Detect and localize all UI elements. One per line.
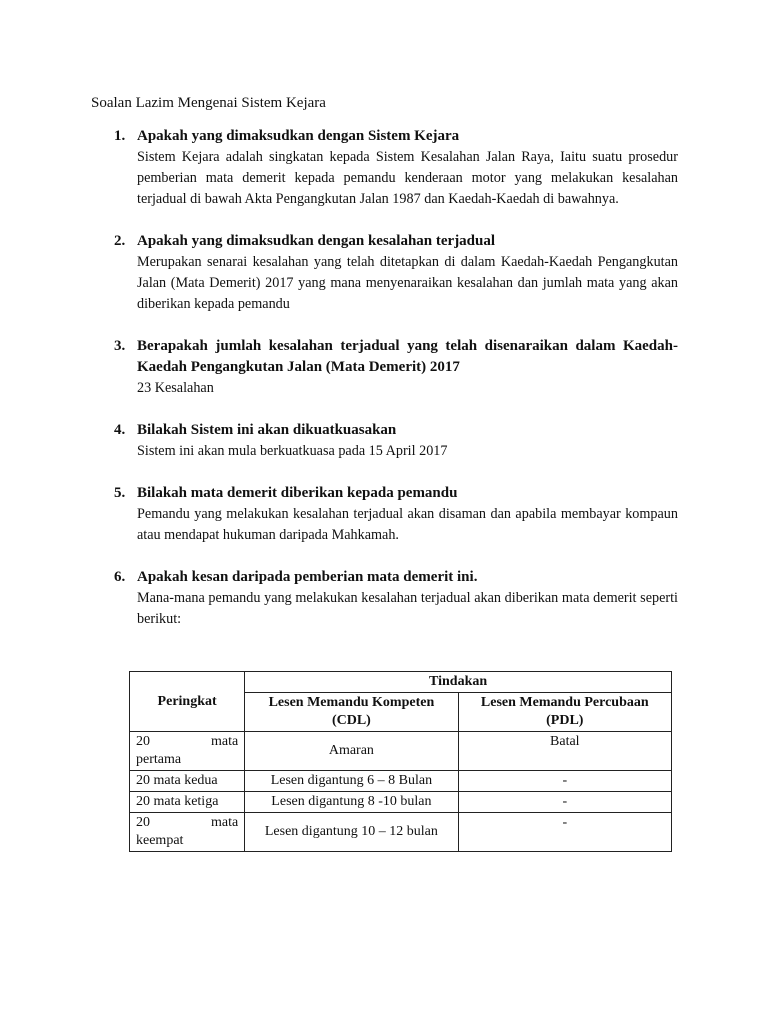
faq-item-2: [114, 231, 678, 315]
faq-item-1: [114, 126, 678, 210]
faq-number: 2.: [114, 233, 126, 249]
table-row: [130, 813, 672, 852]
cdl-cell: Lesen digantung 10 – 12 bulan: [245, 813, 458, 852]
column-group-header: Tindakan: [245, 672, 672, 693]
faq-number: 5.: [114, 485, 126, 501]
faq-question: Apakah yang dimaksudkan dengan kesalahan terjadual: [137, 233, 496, 249]
faq-item-6: [114, 567, 678, 630]
faq-number: 3.: [114, 338, 126, 354]
faq-answer: Sistem Kejara adalah singkatan kepada Sistem Kesalahan Jalan Raya, Iaitu suatu prosedur pemberian mata demerit kepada pemandu kenderaan motor yang melakukan kesalahan terjadual di bawah Akta Pengangkutan Jalan 1987 dan Kaedah-Kaedah di bawahnya.: [137, 149, 678, 207]
rank-cell-line: 20 mata: [136, 815, 239, 830]
pdl-cell: -: [458, 771, 671, 792]
faq-question: Apakah kesan daripada pemberian mata demerit ini.: [137, 569, 478, 585]
faq-list: [114, 126, 678, 651]
demerit-table: [129, 671, 672, 852]
column-header-pdl: Lesen Memandu Percubaan (PDL): [458, 693, 671, 732]
faq-item-3: [114, 336, 678, 399]
rank-cell-line: keempat: [136, 833, 184, 848]
rank-cell: [130, 732, 245, 771]
document-title: Soalan Lazim Mengenai Sistem Kejara: [91, 95, 326, 111]
rank-cell: 20 mata ketiga: [130, 792, 245, 813]
column-header-cdl: Lesen Memandu Kompeten (CDL): [245, 693, 458, 732]
faq-question: Apakah yang dimaksudkan dengan Sistem Kejara: [137, 128, 460, 144]
faq-item-4: [114, 420, 678, 462]
faq-answer: Sistem ini akan mula berkuatkuasa pada 15 April 2017: [137, 443, 448, 459]
faq-answer: Mana-mana pemandu yang melakukan kesalahan terjadual akan diberikan mata demerit seperti berikut:: [137, 590, 678, 627]
faq-item-5: [114, 483, 678, 546]
table-row: [130, 771, 672, 792]
faq-number: 6.: [114, 569, 126, 585]
faq-question: Berapakah jumlah kesalahan terjadual yang telah disenaraikan dalam Kaedah-Kaedah Pengangkutan Jalan (Mata Demerit) 2017: [137, 338, 678, 375]
faq-number: 1.: [114, 128, 126, 144]
pdl-cell: -: [458, 813, 671, 852]
table-row: [130, 792, 672, 813]
faq-answer: Merupakan senarai kesalahan yang telah ditetapkan di dalam Kaedah-Kaedah Pengangkutan Jalan (Mata Demerit) 2017 yang mana menyenaraikan kesalahan dan jumlah mata yang akan diberikan kepada pemandu: [137, 254, 678, 312]
table-row: [130, 732, 672, 771]
rank-cell-line: 20 mata: [136, 734, 239, 749]
cdl-cell: Amaran: [245, 732, 458, 771]
pdl-cell: -: [458, 792, 671, 813]
faq-answer: Pemandu yang melakukan kesalahan terjadual akan disaman dan apabila membayar kompaun atau mendapat hukuman daripada Mahkamah.: [137, 506, 678, 543]
rank-cell-line: pertama: [136, 752, 182, 767]
rank-cell: 20 mata kedua: [130, 771, 245, 792]
faq-answer: 23 Kesalahan: [137, 380, 214, 396]
table-header-row: [130, 672, 672, 693]
column-header-rank: Peringkat: [130, 672, 245, 732]
cdl-cell: Lesen digantung 6 – 8 Bulan: [245, 771, 458, 792]
cdl-cell: Lesen digantung 8 -10 bulan: [245, 792, 458, 813]
faq-number: 4.: [114, 422, 126, 438]
faq-question: Bilakah Sistem ini akan dikuatkuasakan: [137, 422, 397, 438]
faq-question: Bilakah mata demerit diberikan kepada pemandu: [137, 485, 458, 501]
rank-cell: [130, 813, 245, 852]
pdl-cell: Batal: [458, 732, 671, 771]
